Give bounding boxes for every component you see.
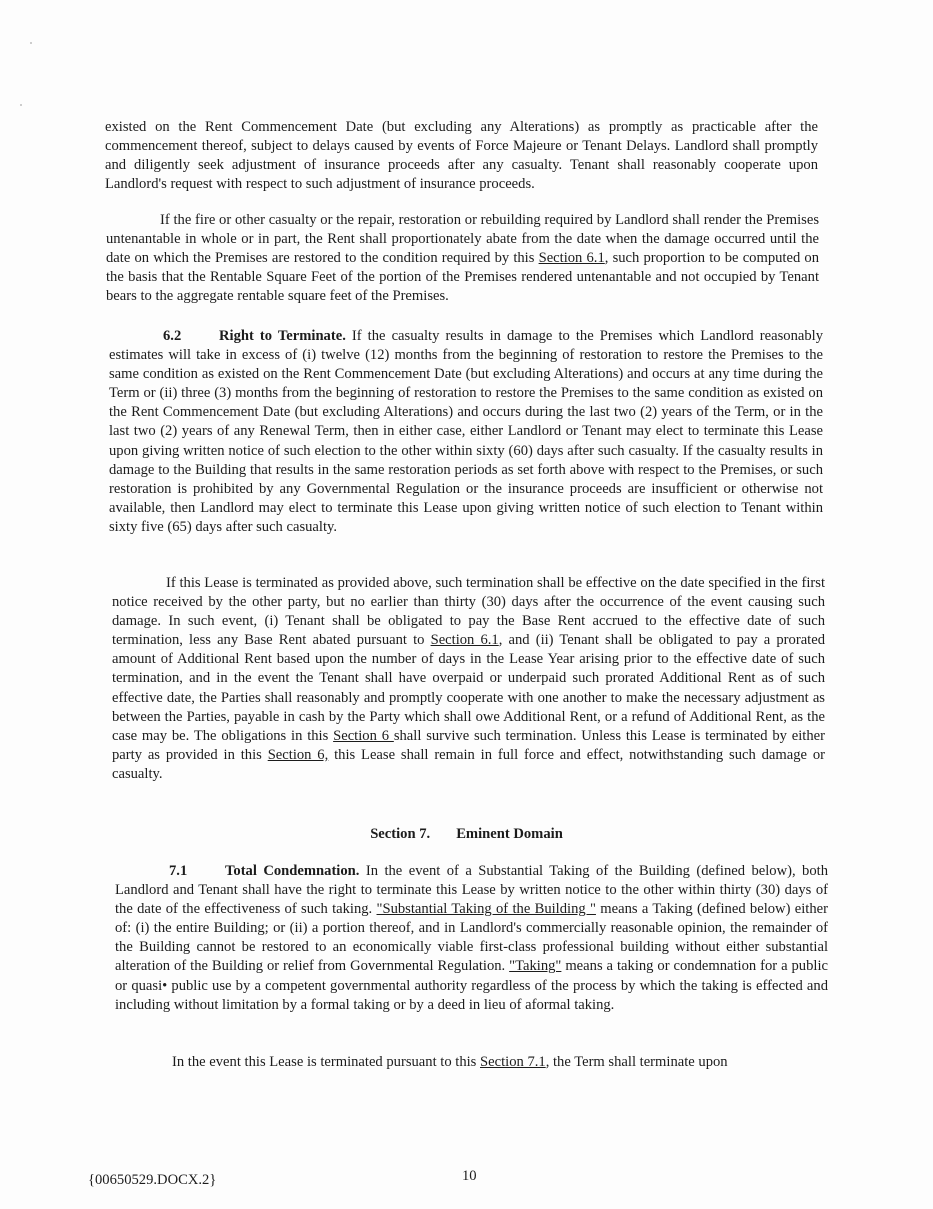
section-reference: Section 6.1	[538, 250, 605, 267]
section-reference: Section 7.1	[480, 1054, 546, 1070]
heading-title: Eminent Domain	[456, 826, 563, 842]
paragraph-text: this Lease shall remain in full force and effect, notwithstanding such damage or casualty.	[112, 746, 826, 782]
section-heading	[0, 826, 933, 843]
section-6-2	[109, 327, 823, 537]
paragraph-text: If the casualty results in damage to the Premises which Landlord reasonably estimates will take in excess of (i) twelve (12) months from the beginning of restoration to restore the Premises to the same condition as existed on the Rent Commencement Date (but excluding Alterations) and occurs at any time during the Term or (ii) three (3) months from the beginning of restoration to restore the Premises to the same condition as existed on the Rent Commencement Date (but excluding Alterations) and occurs during the last two (2) years of the Term, or in the last two (2) years of any Renewal Term, then in either case, either Landlord or Tenant may elect to terminate this Lease upon giving written notice of such election to the other within sixty (60) days after such casualty. If the casualty results in damage to the Building that results in the same restoration periods as set forth above with respect to the Premises, or such restoration is prohibited by any Governmental Regulation or the insurance proceeds are insufficient or otherwise not available, then Landlord may elect to terminate this Lease upon giving written notice of such election to Tenant within sixty five (65) days after such casualty.	[109, 328, 823, 535]
paragraph-text: existed on the Rent Commencement Date (but excluding any Alterations) as promptly as practicable after the commencement thereof, subject to delays caused by events of Force Majeure or Tenant Delays. Landlord shall promptly and diligently seek adjustment of insurance proceeds after any casualty. Tenant shall reasonably cooperate upon Landlord's request with respect to such adjustment of insurance proceeds.	[105, 119, 818, 193]
footer-page-number: 10	[462, 1168, 477, 1184]
paragraph-text: If this Lease is terminated as provided above, such termination shall be effective on the date specified in the first notice received by the other party, but no earlier than thirty (30) days after the occurrence of the event causing such damage. In such event, (i) Tenant shall be obligated to pay the Base Rent accrued to the effective date of such termination, less any Base Rent abated pursuant to	[112, 575, 825, 649]
defined-term: "Substantial Taking of the Building "	[376, 901, 596, 918]
section-title: Right to Terminate.	[219, 328, 346, 344]
section-title: Total Condemnation.	[225, 863, 360, 879]
scan-speck	[20, 104, 22, 106]
scan-speck	[30, 42, 32, 44]
section-reference: Section 6,	[267, 746, 329, 763]
section-reference: Section 6	[333, 727, 394, 744]
footer-document-id: {00650529.DOCX.2}	[88, 1172, 217, 1188]
section-number: 7.1	[169, 863, 188, 879]
paragraph-text: If the fire or other casualty or the repair, restoration or rebuilding required by Landlord shall render the Premises untenantable in whole or in part, the Rent shall proportionately abate from the date when the damage occurred until the date on which the Premises are restored to the condition required by this	[106, 212, 819, 267]
paragraph-text: In the event of a Substantial Taking of the Building (defined below), both Landlord and Tenant shall have the right to terminate this Lease by written notice to the other within thirty (30) days of the date of the effectiveness of such taking.	[115, 863, 828, 918]
section-number: 6.2	[163, 328, 182, 344]
section-7-1	[115, 862, 828, 1015]
paragraph-text: , the Term shall terminate upon	[545, 1054, 728, 1070]
heading-number: Section 7.	[370, 826, 431, 842]
paragraph-termination-effect	[112, 574, 825, 784]
defined-term: "Taking"	[509, 958, 562, 975]
paragraph-text: In the event this Lease is terminated pursuant to this	[172, 1054, 481, 1070]
paragraph-text: , such proportion to be computed on the basis that the Rentable Square Feet of the portion of the Premises rendered untenantable and not occupied by Tenant bears to the aggregate rentable square feet of the Premises.	[106, 250, 819, 305]
paragraph-text: shall survive such termination. Unless this Lease is terminated by either party as provided in this	[112, 727, 825, 763]
paragraph-term-termination	[118, 1053, 831, 1072]
paragraph-text: means a taking or condemnation for a public or quasi• public use by a competent governmental authority regardless of the process by which the taking is effected and including without limitation by a formal taking or by a deed in lieu of aformal taking.	[115, 958, 828, 1013]
paragraph-text: , and (ii) Tenant shall be obligated to pay a prorated amount of Additional Rent based upon the number of days in the Lease Year arising prior to the effective date of such termination, and in the event the Tenant shall have overpaid or underpaid such prorated Additional Rent as of such effective date, the Parties shall reasonably and promptly cooperate with one another to make the necessary adjustment as between the Parties, payable in cash by the Party which shall owe Additional Rent, or a refund of Additional Rent, as the case may be. The obligations in this	[112, 632, 826, 744]
paragraph-rent-abatement	[106, 211, 819, 306]
section-reference: Section 6.1	[430, 632, 499, 649]
paragraph-continuation	[105, 118, 818, 194]
paragraph-text: means a Taking (defined below) either of: (i) the entire Building; or (ii) a portion thereof, and in Landlord's commercially reasonable opinion, the remainder of the Building cannot be restored to an economically viable first-class professional building without either substantial alteration of the Building or relief from Governmental Regulation.	[115, 901, 828, 975]
